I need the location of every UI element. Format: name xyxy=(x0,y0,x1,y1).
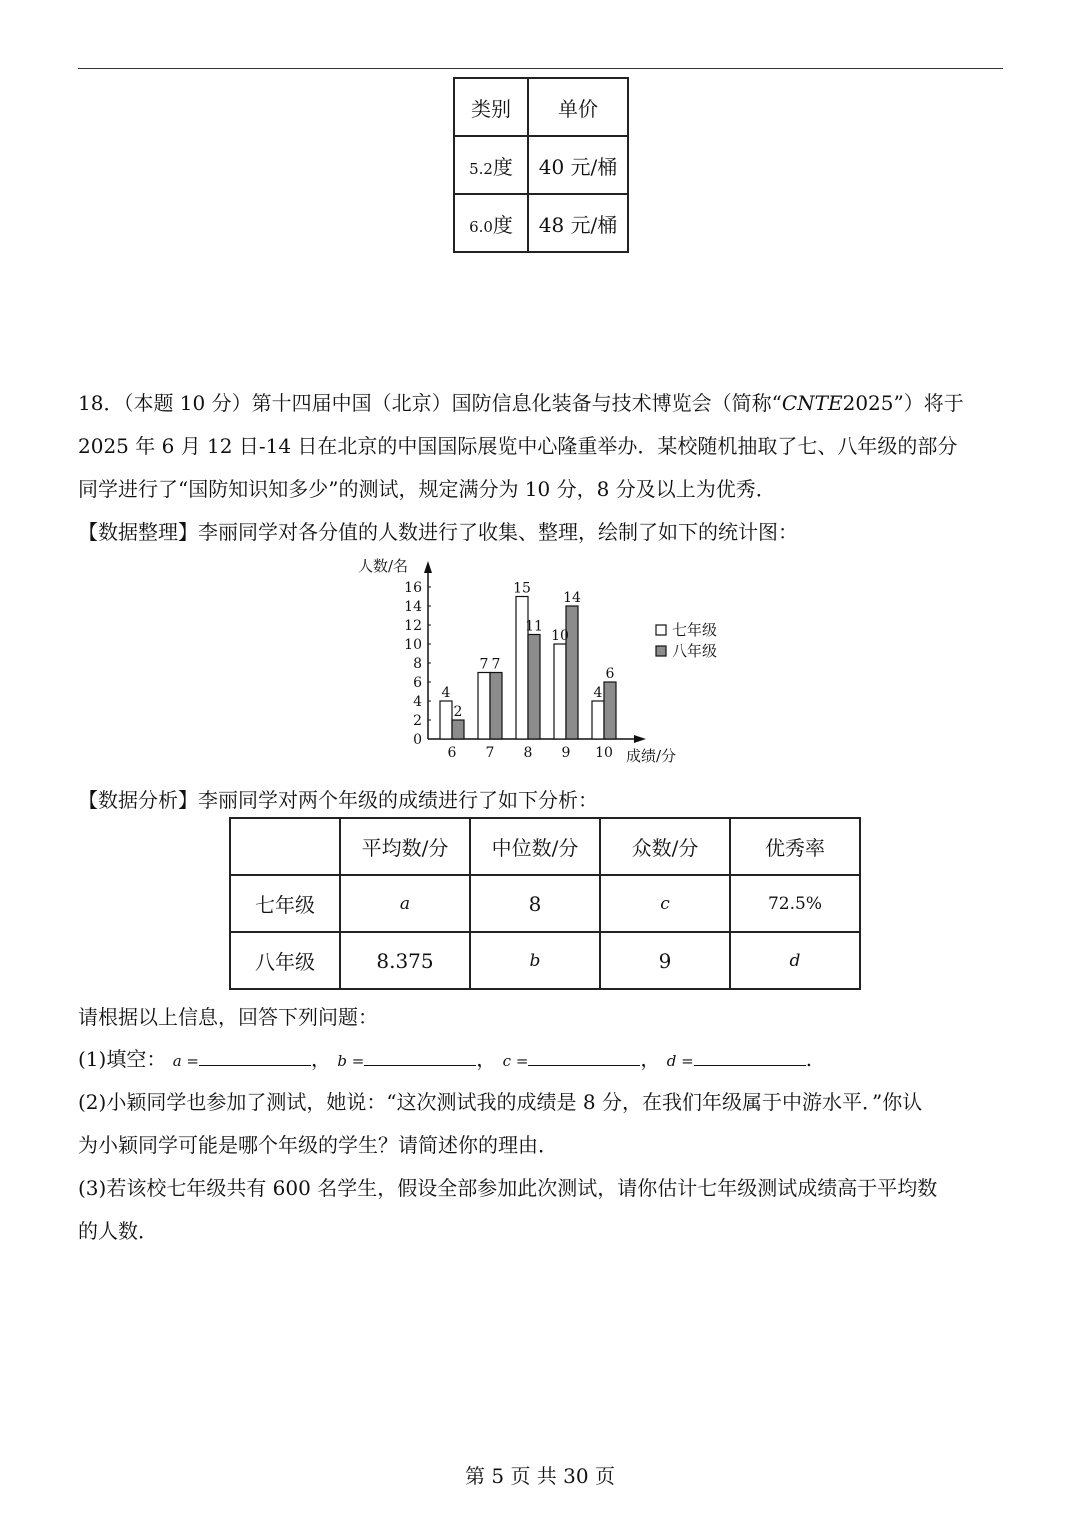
rate-cell: 72.5% xyxy=(730,875,860,932)
header-cell: 平均数/分 xyxy=(340,818,470,875)
bar xyxy=(566,606,578,739)
data-label: 10 xyxy=(551,628,569,644)
bar xyxy=(478,673,490,740)
x-tick-label: 8 xyxy=(523,745,533,761)
y-axis-arrow xyxy=(424,561,432,573)
price-cell: 40 元/桶 xyxy=(528,136,628,194)
blank-a xyxy=(199,1045,311,1066)
question-3-line-2: 的人数． xyxy=(78,1219,158,1243)
header-rule xyxy=(78,68,1003,69)
table-row xyxy=(454,194,628,252)
question-18-line-2: 2025 年 6 月 12 日-14 日在北京的中国国际展览中心隆重举办．某校随机抽取了七、八年级的部分 xyxy=(78,434,958,458)
data-label: 14 xyxy=(563,590,581,606)
y-tick-label: 6 xyxy=(413,675,422,691)
median-cell: 8 xyxy=(470,875,600,932)
comma: ， xyxy=(640,1047,661,1071)
blank-d xyxy=(694,1045,806,1066)
x-tick-label: 9 xyxy=(561,745,571,761)
blank-b xyxy=(364,1045,476,1066)
category-cell xyxy=(454,136,528,194)
text-span: 2025”）将于 xyxy=(842,391,964,415)
question-2-line-2: 为小颖同学可能是哪个年级的学生？请简述你的理由． xyxy=(78,1133,558,1157)
fill-prefix: (1)填空： xyxy=(78,1047,167,1071)
chart-legend xyxy=(656,621,717,660)
y-tick-label: 12 xyxy=(404,618,422,634)
y-tick-label: 16 xyxy=(404,580,422,596)
x-axis-arrow xyxy=(634,735,646,743)
fill-blank-line xyxy=(78,1043,812,1072)
table-row xyxy=(454,78,628,136)
x-axis-title: 成绩/分 xyxy=(626,747,677,765)
y-tick-label: 8 xyxy=(413,656,422,672)
bar-chart xyxy=(350,553,730,768)
bar xyxy=(604,682,616,739)
y-axis-title: 人数/名 xyxy=(358,557,409,575)
italic-term: CNTE xyxy=(781,391,843,415)
bar xyxy=(440,701,452,739)
data-label: 7 xyxy=(491,656,501,673)
y-tick-label: 14 xyxy=(404,599,422,615)
x-tick-label: 6 xyxy=(447,745,457,761)
data-organization-heading: 【数据整理】李丽同学对各分值的人数进行了收集、整理，绘制了如下的统计图： xyxy=(78,520,798,544)
grade-label: 七年级 xyxy=(230,875,340,932)
label-a: a = xyxy=(172,1052,199,1070)
data-label: 4 xyxy=(441,685,451,701)
header-cell: 优秀率 xyxy=(730,818,860,875)
mode-cell: 9 xyxy=(600,932,730,989)
table-row xyxy=(230,818,860,875)
data-label: 11 xyxy=(525,618,543,635)
category-number: 5.2 xyxy=(469,159,493,178)
label-c: c = xyxy=(502,1052,529,1070)
comma: ， xyxy=(476,1047,497,1071)
mean-cell: a xyxy=(340,875,470,932)
mode-cell: c xyxy=(600,875,730,932)
rate-cell: d xyxy=(730,932,860,989)
bar xyxy=(452,720,464,739)
legend-swatch xyxy=(656,625,666,635)
header-cell xyxy=(230,818,340,875)
category-unit: 度 xyxy=(492,212,513,237)
x-tick-label: 10 xyxy=(595,745,613,761)
mean-cell: 8.375 xyxy=(340,932,470,989)
y-tick-label: 10 xyxy=(404,637,422,653)
label-b: b = xyxy=(337,1052,365,1070)
bar xyxy=(554,644,566,739)
price-cell: 48 元/桶 xyxy=(528,194,628,252)
data-label: 4 xyxy=(593,685,603,701)
question-18-line-1 xyxy=(78,387,964,416)
y-tick-label: 0 xyxy=(413,732,422,748)
comma: ， xyxy=(310,1047,331,1071)
median-cell: b xyxy=(470,932,600,989)
text-span: 18．（本题 10 分）第十四届中国（北京）国防信息化装备与技术博览会（简称“ xyxy=(78,391,782,415)
price-table xyxy=(453,77,629,253)
table-row xyxy=(230,932,860,989)
x-tick-label: 7 xyxy=(485,745,495,761)
legend-label: 八年级 xyxy=(672,642,718,660)
stats-table xyxy=(229,817,861,990)
header-cell: 众数/分 xyxy=(600,818,730,875)
data-label: 15 xyxy=(513,580,531,597)
questions-prompt: 请根据以上信息，回答下列问题： xyxy=(78,1005,378,1029)
legend-label: 七年级 xyxy=(672,621,718,639)
label-d: d = xyxy=(666,1052,694,1070)
bar xyxy=(528,635,540,740)
blank-c xyxy=(528,1045,640,1066)
bar xyxy=(490,673,502,740)
question-3-line-1: (3)若该校七年级共有 600 名学生，假设全部参加此次测试，请你估计七年级测试成绩高于平均数 xyxy=(78,1176,938,1200)
header-cell: 类别 xyxy=(454,78,528,136)
legend-swatch xyxy=(656,646,666,656)
period: . xyxy=(805,1047,813,1071)
data-label: 7 xyxy=(479,656,489,673)
header-cell: 单价 xyxy=(528,78,628,136)
data-label: 2 xyxy=(453,704,463,720)
grade-label: 八年级 xyxy=(230,932,340,989)
table-row xyxy=(230,875,860,932)
table-row xyxy=(454,136,628,194)
header-cell: 中位数/分 xyxy=(470,818,600,875)
bar xyxy=(592,701,604,739)
data-label: 6 xyxy=(605,666,615,682)
category-cell xyxy=(454,194,528,252)
y-tick-label: 2 xyxy=(413,713,422,729)
page-footer: 第 5 页 共 30 页 xyxy=(465,1464,615,1488)
question-18-line-3: 同学进行了“国防知识知多少”的测试，规定满分为 10 分，8 分及以上为优秀． xyxy=(78,477,776,501)
y-tick-label: 4 xyxy=(413,694,422,710)
category-unit: 度 xyxy=(492,154,513,179)
data-analysis-heading: 【数据分析】李丽同学对两个年级的成绩进行了如下分析： xyxy=(78,788,598,812)
category-number: 6.0 xyxy=(469,217,493,236)
question-2-line-1: (2)小颖同学也参加了测试，她说：“这次测试我的成绩是 8 分，在我们年级属于中游水平．”你认 xyxy=(78,1090,923,1114)
